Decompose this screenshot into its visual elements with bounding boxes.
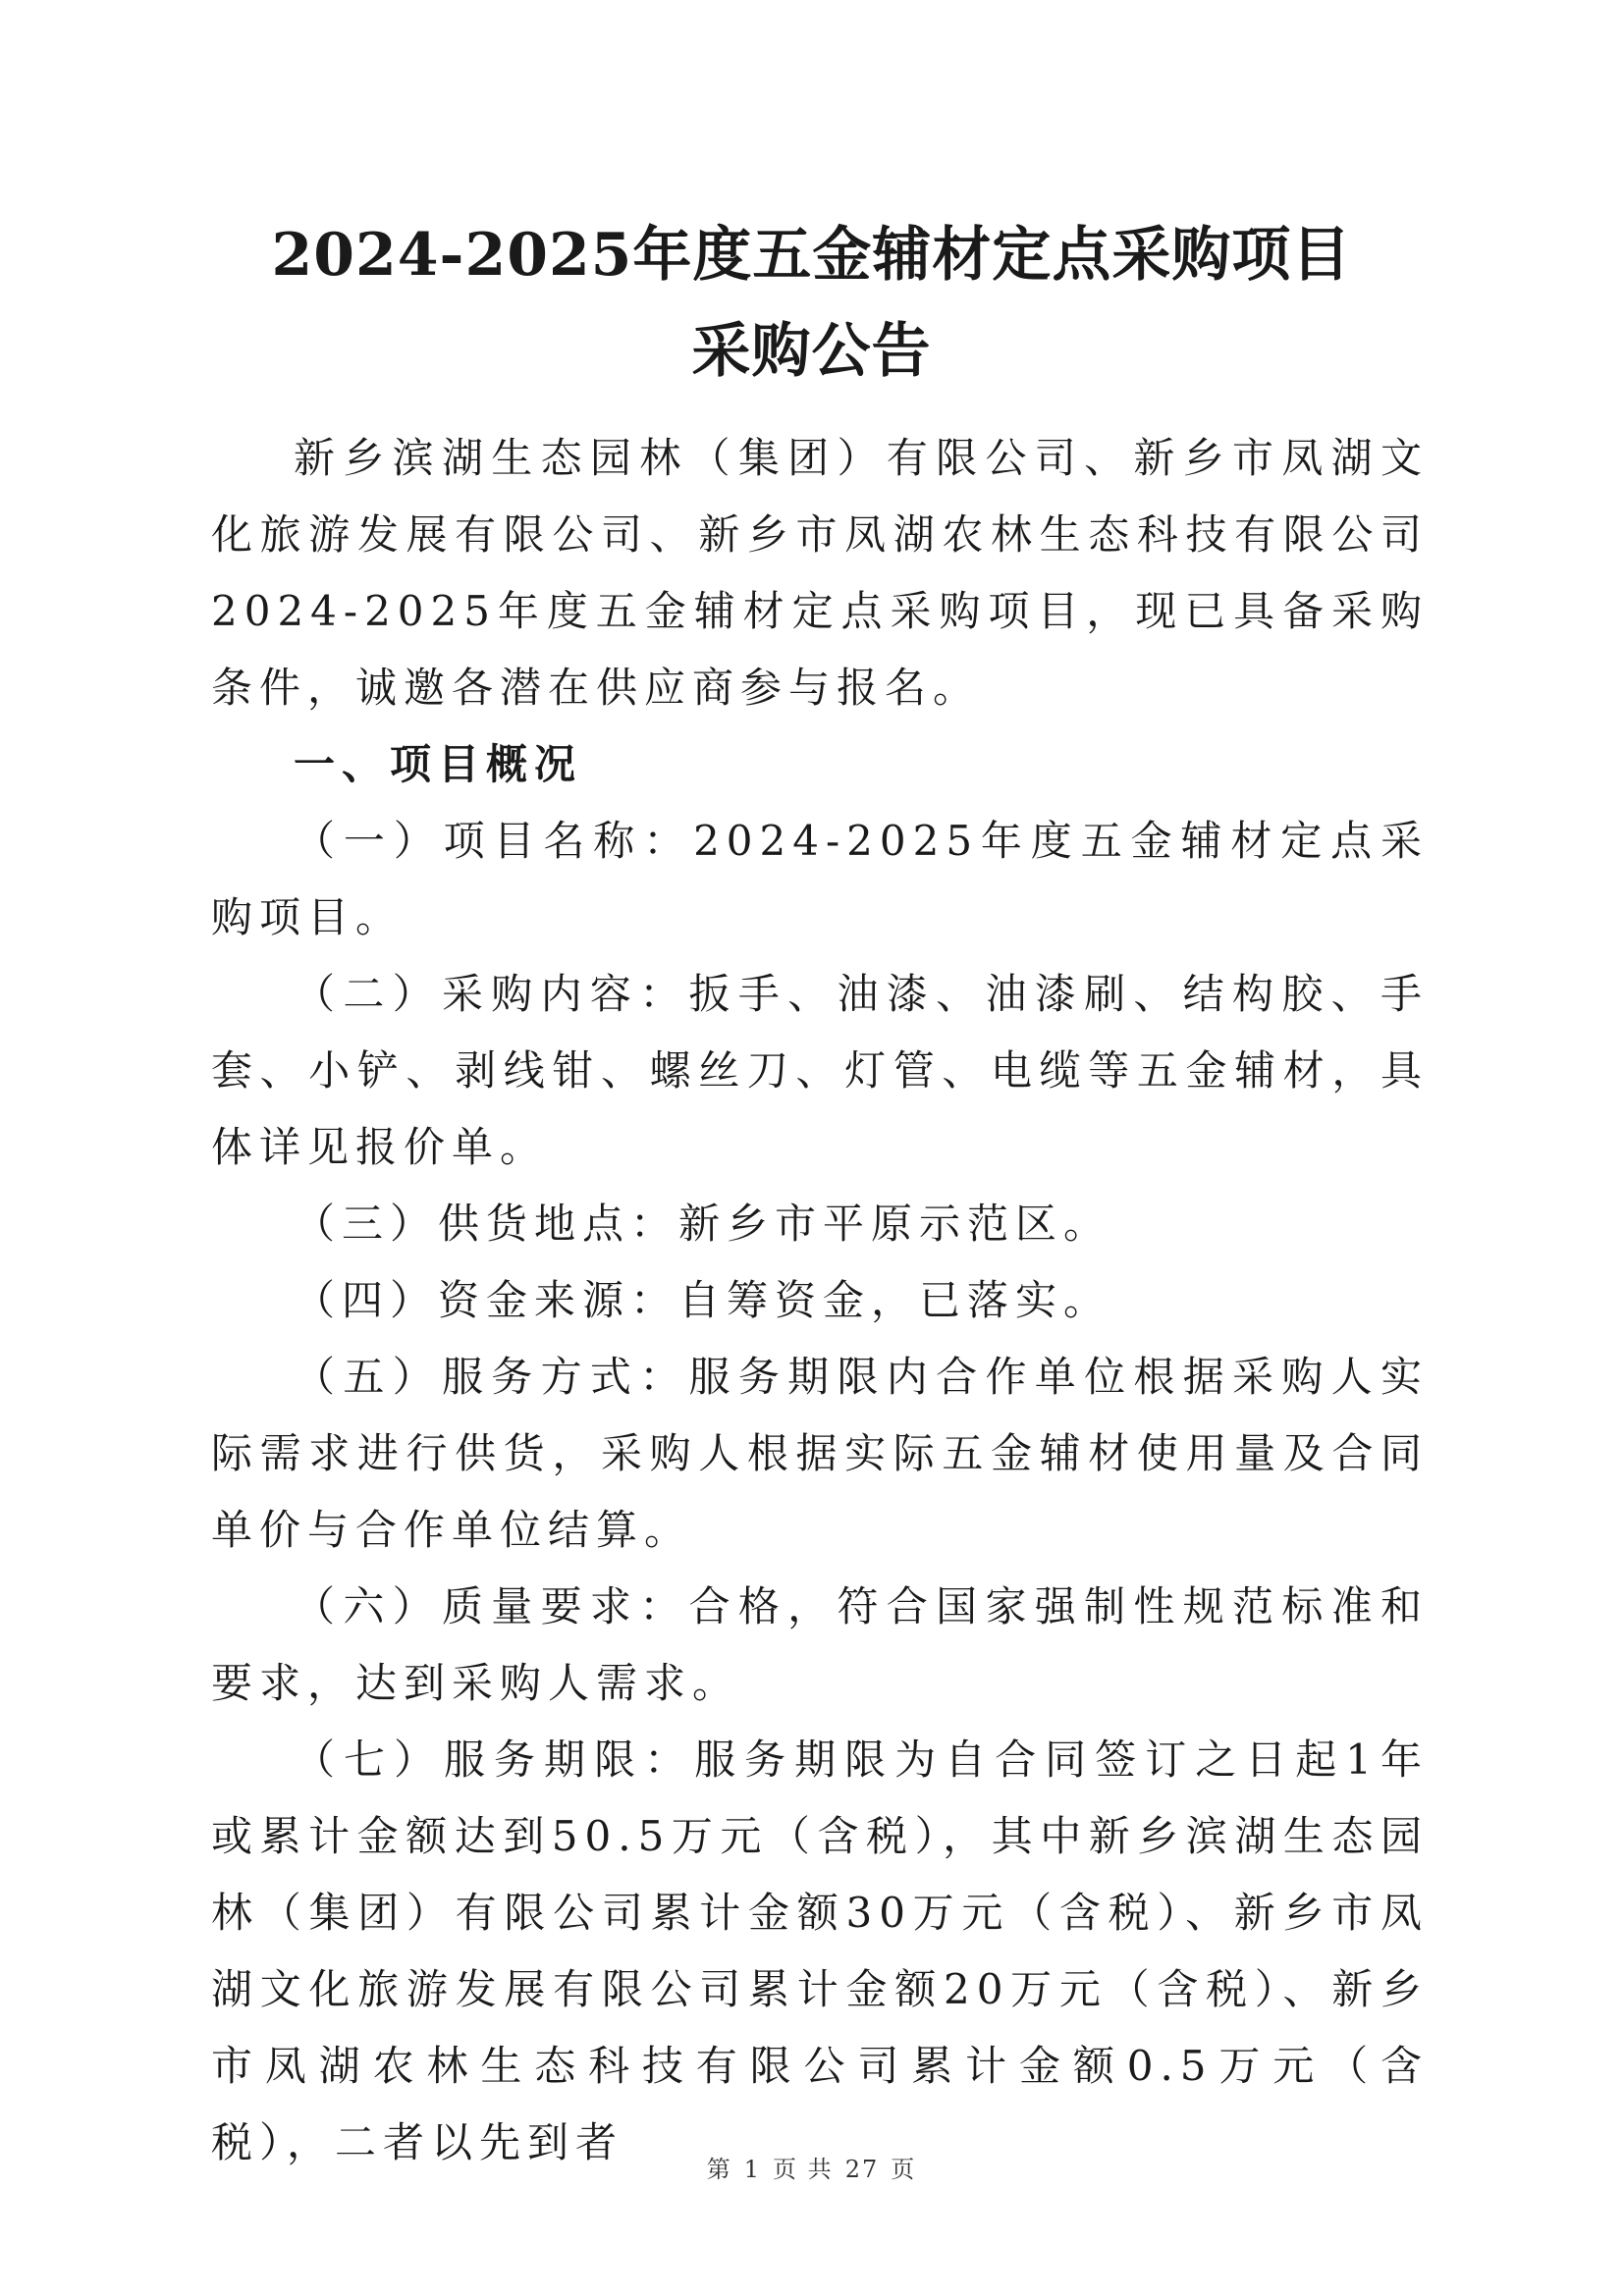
footer-current-page: 1 (743, 2156, 762, 2183)
list-item: （二）采购内容：扳手、油漆、油漆刷、结构胶、手套、小铲、剥线钳、螺丝刀、灯管、电缆等五金辅材，具体详见报价单。 (211, 970, 1429, 1171)
footer-middle: 页 共 (773, 2156, 834, 2183)
list-item: （五）服务方式：服务期限内合作单位根据采购人实际需求进行供货，采购人根据实际五金辅材使用量及合同单价与合作单位结算。 (211, 1353, 1429, 1554)
list-item: （四）资金来源：自筹资金，已落实。 (294, 1276, 1112, 1324)
list-item: （六）质量要求：合格，符合国家强制性规范标准和要求，达到采购人需求。 (211, 1582, 1429, 1707)
page-footer (0, 2150, 1623, 2184)
document-title-line2: 采购公告 (691, 317, 932, 386)
document-body (211, 420, 1429, 2181)
section-heading: 一、项目概况 (294, 740, 583, 788)
footer-prefix: 第 (706, 2156, 732, 2183)
list-item: （七）服务期限：服务期限为自合同签订之日起1年或累计金额达到50.5万元（含税），其中新乡滨湖生态园林（集团）有限公司累计金额30万元（含税）、新乡市凤湖文化旅游发展有限公司累计金额20万元（含税）、新乡市凤湖农林生态科技有限公司累计金额0.5万元（含税），二者以先到者 (211, 1735, 1429, 2166)
footer-suffix: 页 (891, 2156, 917, 2183)
intro-paragraph: 新乡滨湖生态园林（集团）有限公司、新乡市凤湖文化旅游发展有限公司、新乡市凤湖农林生态科技有限公司2024-2025年度五金辅材定点采购项目，现已具备采购条件，诚邀各潜在供应商参与报名。 (211, 434, 1429, 712)
footer-total-pages: 27 (844, 2156, 880, 2183)
list-item: （三）供货地点：新乡市平原示范区。 (294, 1200, 1112, 1248)
document-title-line1: 2024-2025年度五金辅材定点采购项目 (271, 221, 1352, 290)
list-item: （一）项目名称：2024-2025年度五金辅材定点采购项目。 (211, 817, 1429, 941)
